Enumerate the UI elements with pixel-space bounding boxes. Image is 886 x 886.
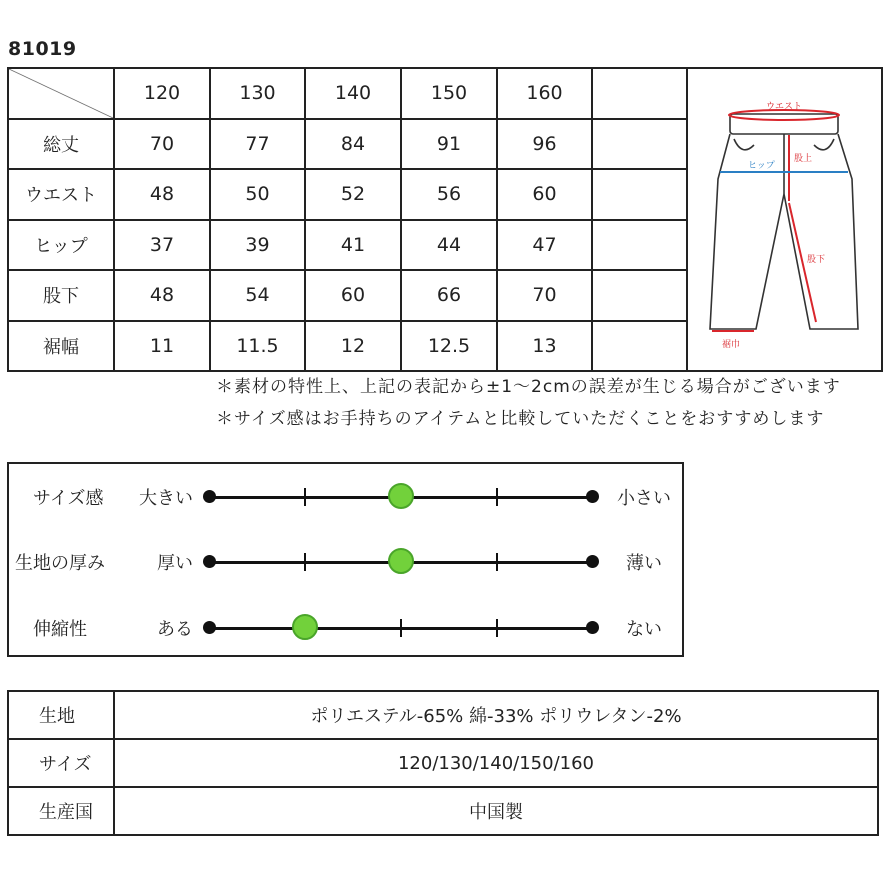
measure-value: 70 [114,119,210,170]
measure-value: 91 [401,119,497,170]
empty-cell [592,119,687,170]
size-header-row [8,68,882,119]
pants-diagram [688,69,881,365]
rise-label: 股上 [794,154,813,164]
measure-value: 56 [401,169,497,220]
measure-label: ヒップ [8,220,114,271]
measure-value: 39 [210,220,305,271]
measure-value: 41 [305,220,401,271]
measure-value: 11 [114,321,210,372]
feel-label: 伸縮性 [33,619,87,640]
feel-right-label: 薄い [626,553,662,574]
feel-left-label: 大きい [139,488,193,509]
feel-row-stretch [9,607,682,647]
measure-label: 裾幅 [8,321,114,372]
measure-value: 77 [210,119,305,170]
measure-value: 54 [210,270,305,321]
spec-value: ポリエステル-65% 綿-33% ポリウレタン-2% [114,691,878,739]
measure-value: 52 [305,169,401,220]
scale-tick [496,488,498,506]
spec-value: 中国製 [114,787,878,835]
spec-key: 生地 [8,691,114,739]
measure-label: 股下 [8,270,114,321]
inseam-label: 股下 [807,255,826,265]
measure-label: ウエスト [8,169,114,220]
scale-marker [388,483,414,509]
measure-value: 48 [114,169,210,220]
feel-right-label: ない [626,619,662,640]
spec-table [7,690,879,836]
note-tolerance: ＊素材の特性上、上記の表記から±1〜2cmの誤差が生じる場合がございます [216,377,841,397]
feel-left-label: 厚い [157,553,193,574]
spec-key: 生産国 [8,787,114,835]
measure-value: 70 [497,270,592,321]
feel-label: 生地の厚み [15,553,105,574]
scale-endpoint-right [586,555,599,568]
measure-value: 37 [114,220,210,271]
scale-tick [304,488,306,506]
measure-value: 48 [114,270,210,321]
feel-left-label: ある [157,619,193,640]
measure-value: 60 [497,169,592,220]
hip-label: ヒップ [748,161,775,171]
size-header: 120 [114,68,210,119]
scale-endpoint-right [586,621,599,634]
feel-label: サイズ感 [33,488,104,509]
measure-value: 50 [210,169,305,220]
scale-endpoint-right [586,490,599,503]
size-chart-table [7,67,883,372]
spec-value: 120/130/140/150/160 [114,739,878,787]
measure-value: 60 [305,270,401,321]
pants-outline [710,114,858,329]
scale-tick [496,553,498,571]
measure-value: 84 [305,119,401,170]
measure-value: 11.5 [210,321,305,372]
feel-row-size [9,476,682,516]
spec-row [8,691,878,739]
scale-tick [304,553,306,571]
scale-tick [496,619,498,637]
scale-endpoint-left [203,490,216,503]
scale-endpoint-left [203,621,216,634]
size-header: 130 [210,68,305,119]
size-header: 150 [401,68,497,119]
spec-row [8,787,878,835]
size-header: 140 [305,68,401,119]
scale-tick [400,619,402,637]
feel-scale-panel [7,462,684,657]
waist-label: ウエスト [766,102,803,112]
scale-marker [292,614,318,640]
empty-header-cell [592,68,687,119]
note-compare: ＊サイズ感はお手持ちのアイテムと比較していただくことをおすすめします [216,409,825,429]
measure-value: 96 [497,119,592,170]
measure-label: 総丈 [8,119,114,170]
measure-value: 12 [305,321,401,372]
feel-row-thickness [9,541,682,581]
empty-cell [592,321,687,372]
measure-arrows [712,110,839,331]
size-header: 160 [497,68,592,119]
measure-value: 44 [401,220,497,271]
spec-key: サイズ [8,739,114,787]
measure-value: 47 [497,220,592,271]
measure-value: 66 [401,270,497,321]
measure-value: 13 [497,321,592,372]
scale-endpoint-left [203,555,216,568]
pants-diagram-cell [687,68,882,371]
feel-right-label: 小さい [617,488,671,509]
empty-cell [592,220,687,271]
spec-row [8,739,878,787]
measure-value: 12.5 [401,321,497,372]
product-code: 81019 [8,38,77,60]
empty-cell [592,270,687,321]
hem-label: 裾巾 [722,340,741,350]
empty-cell [592,169,687,220]
corner-diagonal-cell [8,68,114,119]
scale-marker [388,548,414,574]
